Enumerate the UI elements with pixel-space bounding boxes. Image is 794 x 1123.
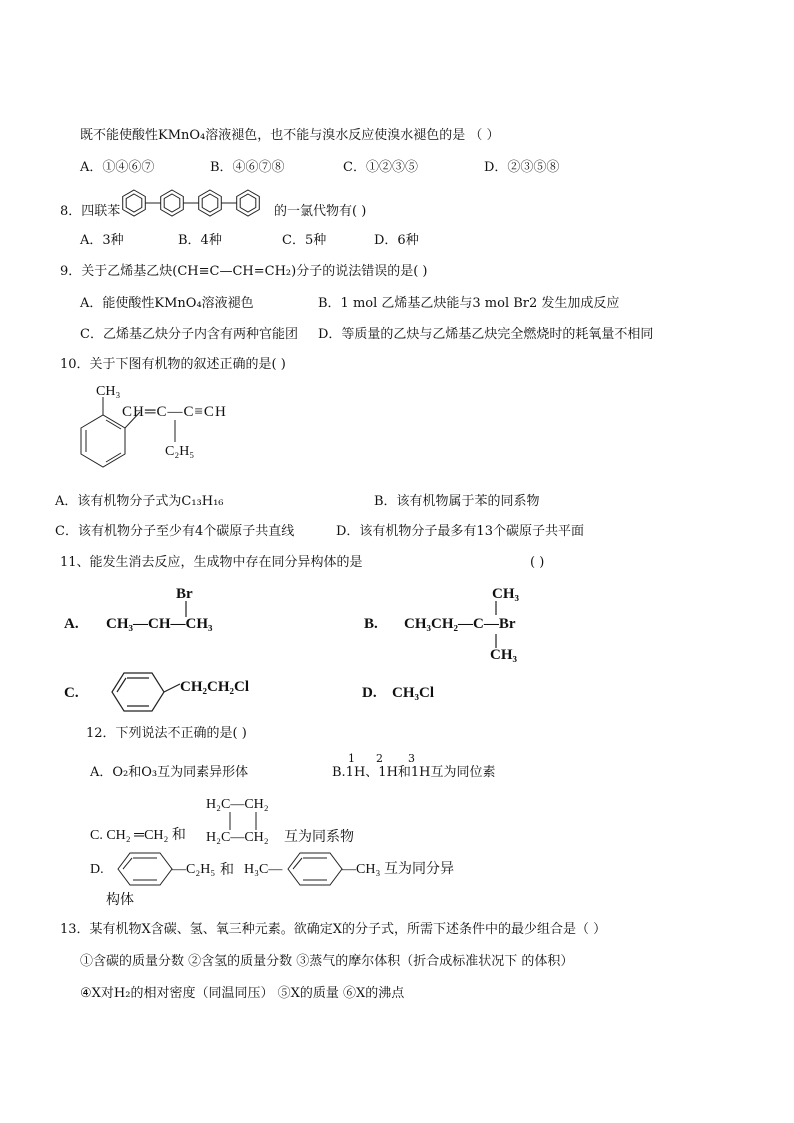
q12-b-mass-1: 1 — [348, 752, 355, 765]
q12-b-mass-3: 3 — [408, 752, 415, 765]
q10-option-a: A．该有机物分子式为C₁₃H₁₆ — [55, 494, 224, 509]
q11-d-label: D. — [362, 685, 377, 701]
q12-d-right: 互为同分异 — [384, 861, 454, 877]
q11-c-formula: CH₂CH₂Cl — [180, 679, 249, 695]
q9-option-b: B．1 mol 乙烯基乙炔能与3 mol Br2 发生加成反应 — [318, 296, 620, 311]
q12-option-a: A．O₂和O₃互为同素异形体 — [90, 765, 249, 780]
q9-option-a: A．能使酸性KMnO₄溶液褪色 — [80, 296, 254, 311]
q12-option-b: B.1H、1H和1H互为同位素 — [332, 765, 496, 780]
q11-b-formula: CH₃CH₂—C—Br — [404, 616, 516, 632]
q9-stem: 9．关于乙烯基乙炔(CH≡C—CH=CH₂)分子的说法错误的是( ) — [60, 264, 428, 279]
quaterphenyl-structure — [118, 187, 274, 219]
q11-d-formula: CH₃Cl — [392, 685, 434, 701]
q12-d-ethyl: —C₂H₅ — [172, 862, 216, 877]
q12-stem: 12．下列说法不正确的是( ) — [86, 726, 247, 741]
q12-d-left: D. — [90, 862, 104, 877]
q11-c-label: C. — [64, 685, 79, 701]
q11-c-benzene — [100, 670, 182, 714]
q9-option-c: C．乙烯基乙炔分子内含有两种官能团 — [80, 327, 298, 342]
q11-a-bond — [181, 601, 191, 617]
q13-stem: 13．某有机物X含碳、氢、氧三种元素。欲确定X的分子式，所需下述条件中的最少组合是（ ） — [60, 922, 607, 937]
q8-option-d: D．6种 — [374, 233, 419, 248]
q11-b-top: CH₃ — [492, 586, 519, 602]
q11-b-label: B. — [364, 616, 378, 632]
q10-ethyl: C₂H₅ — [165, 444, 195, 459]
q10-option-b: B．该有机物属于苯的同系物 — [374, 494, 540, 509]
q11-b-bottom: CH₃ — [490, 647, 517, 663]
q12-c-ring-top: H₂C—CH₂ — [206, 797, 269, 812]
q12-c-ring-bonds — [220, 812, 270, 832]
q9-option-d: D．等质量的乙炔与乙烯基乙炔完全燃烧时的耗氧量不相同 — [318, 327, 654, 342]
q12-c-ring-bottom: H₂C—CH₂ — [206, 830, 269, 845]
q12-b-mass-2: 2 — [376, 752, 383, 765]
q12-d-benzene-2 — [282, 850, 348, 888]
q12-d-and: 和 — [220, 862, 234, 878]
q12-d-benzene-1 — [112, 850, 178, 888]
q11-a-label: A. — [64, 616, 79, 632]
q10-stem: 10．关于下图有机物的叙述正确的是( ) — [60, 357, 286, 372]
q7-stem: 既不能使酸性KMnO₄溶液褪色，也不能与溴水反应使溴水褪色的是 （ ） — [80, 128, 500, 143]
q10-bond-down — [170, 418, 182, 444]
q10-methyl: CH₃ — [96, 384, 121, 399]
q8-option-b: B．4种 — [178, 233, 222, 248]
q8-option-a: A．3种 — [80, 233, 124, 248]
q13-conditions-1: ①含碳的质量分数 ②含氢的质量分数 ③蒸气的摩尔体积（折合成标准状况下 的体积） — [80, 954, 574, 969]
q8-suffix: 的一氯代物有( ) — [274, 204, 367, 219]
q10-chain: CH═C—C≡CH — [122, 404, 227, 420]
q11-a-br: Br — [176, 586, 193, 602]
q7-option-d: D．②③⑤⑧ — [484, 160, 560, 175]
q12-c-right: 互为同系物 — [284, 829, 354, 845]
q11-paren: ( ) — [530, 555, 545, 570]
q12-d-methyl-right: —CH₃ — [342, 862, 381, 877]
q12-c-left: C. CH₂ ═CH₂ 和 — [90, 828, 186, 843]
q8-prefix: 8．四联苯 — [60, 204, 121, 219]
q7-option-b: B．④⑥⑦⑧ — [210, 160, 285, 175]
q10-option-c: C．该有机物分子至少有4个碳原子共直线 — [55, 524, 295, 539]
q10-option-d: D．该有机物分子最多有13个碳原子共平面 — [336, 524, 584, 539]
q11-a-formula: CH₃—CH—CH₃ — [106, 616, 213, 632]
q7-option-a: A．①④⑥⑦ — [80, 160, 155, 175]
q8-option-c: C．5种 — [282, 233, 327, 248]
q7-option-c: C．①②③⑤ — [343, 160, 418, 175]
q11-stem: 11、能发生消去反应，生成物中存在同分异构体的是 — [60, 555, 363, 570]
q12-d-cont: 构体 — [106, 892, 134, 908]
q12-d-methyl-left: H₃C— — [244, 862, 283, 877]
q13-conditions-2: ④X对H₂的相对密度（同温同压） ⑤X的质量 ⑥X的沸点 — [80, 986, 405, 1001]
